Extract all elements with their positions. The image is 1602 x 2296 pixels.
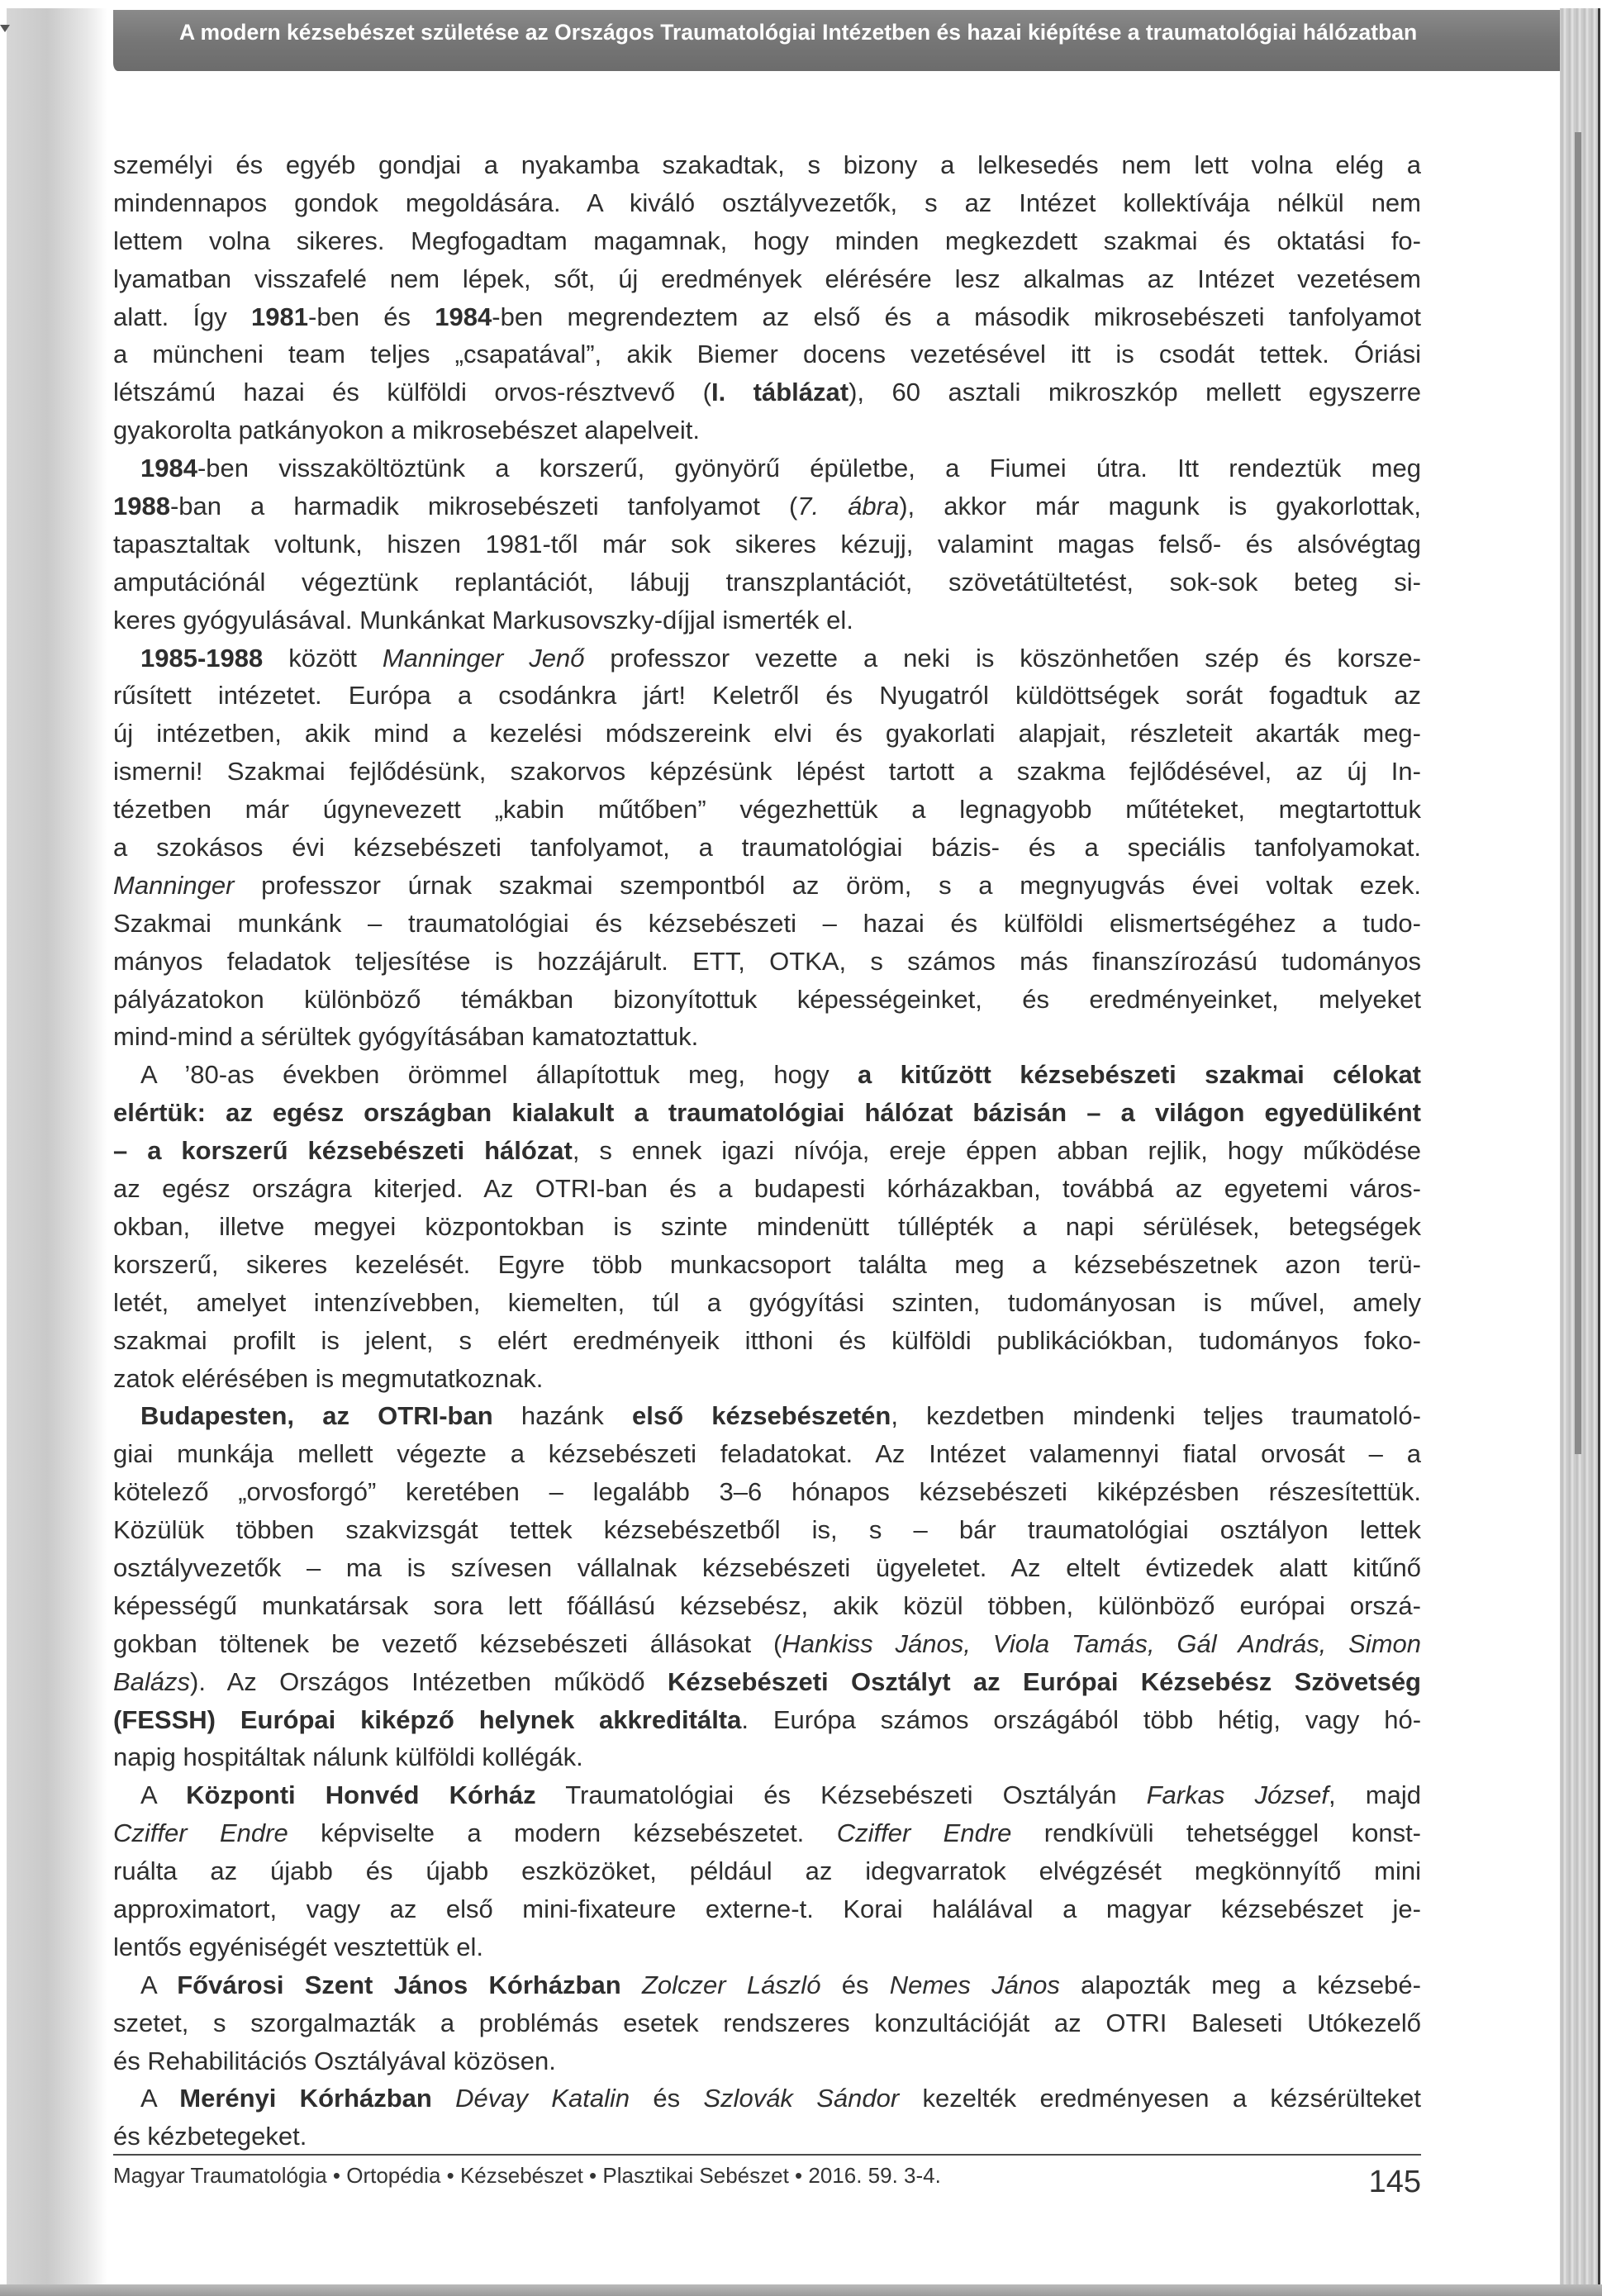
text-line bbox=[113, 1246, 1421, 1284]
text-run: giai munkája mellett végezte a kézsebészeti feladatokat. Az Intézet valamennyi fiatal orvosát – a bbox=[113, 1439, 1421, 1469]
text-run: szakmai profilt is jelent, s elért eredményeik itthoni és külföldi publikációkban, tudományos foko- bbox=[113, 1325, 1421, 1355]
bold-text: (FESSH) Európai kiképző helynek akkreditálta bbox=[113, 1704, 742, 1734]
text-line bbox=[113, 184, 1421, 222]
text-run: -ben visszaköltöztünk a korszerű, gyönyörű épületbe, a Fiumei útra. Itt rendeztük meg bbox=[197, 454, 1421, 483]
text-run: képviselte a modern kézsebészetet. bbox=[288, 1818, 837, 1848]
text-run: ). Az Országos Intézetben működő bbox=[190, 1666, 668, 1696]
bold-text: a kitűzött kézsebészeti szakmai célokat bbox=[857, 1060, 1422, 1090]
italic-text: Dévay Katalin bbox=[455, 2084, 630, 2113]
text-line bbox=[113, 260, 1421, 298]
text-run: pályázatokon különböző témákban bizonyítottuk képességeinket, és eredményeinket, melyeket bbox=[113, 984, 1421, 1014]
text-run: zatok elérésében is megmutatkoznak. bbox=[113, 1363, 544, 1393]
text-line bbox=[113, 1776, 1421, 1814]
bold-text: Fővárosi Szent János Kórházban bbox=[177, 1970, 621, 1999]
text-line bbox=[113, 1587, 1421, 1625]
text-run: kezelték eredményesen a kézsérülteket bbox=[899, 2084, 1421, 2113]
text-run: osztályvezetők – ma is szívesen vállalnak kézsebészeti ügyeletet. Az eltelt évtizedek alatt kitűnő bbox=[113, 1552, 1421, 1582]
text-run: Közülük többen szakvizsgát tettek kézsebészetből is, s – bár traumatológiai osztályon lettek bbox=[113, 1515, 1421, 1545]
text-run: tézetben már úgynevezett „kabin műtőben” végezhettük a legnagyobb műtéteket, megtartottuk bbox=[113, 795, 1421, 825]
text-run: ismerni! Szakmai fejlődésünk, szakorvos képzésünk lépést tartott a szakma fejlődésével, az új In- bbox=[113, 757, 1421, 787]
book-spine-shadow bbox=[1575, 132, 1581, 1454]
text-run: gyakorolta patkányokon a mikrosebészet alapelveit. bbox=[113, 416, 700, 445]
paragraph-p5 bbox=[113, 1397, 1421, 1776]
text-run: hazánk bbox=[492, 1401, 632, 1431]
italic-text: Hankiss János, Viola Tamás, Gál András, Simon bbox=[782, 1628, 1421, 1658]
text-run: és bbox=[630, 2084, 704, 2113]
paragraph-p2 bbox=[113, 449, 1421, 639]
text-run: keres gyógyulásával. Munkánkat Markusovszky-díjjal ismerték el. bbox=[113, 605, 853, 635]
text-run: rendkívüli tehetséggel konst- bbox=[1011, 1818, 1422, 1848]
italic-text: Szlovák Sándor bbox=[703, 2084, 900, 2113]
text-line bbox=[113, 1056, 1421, 1094]
paragraph-p1 bbox=[113, 146, 1421, 449]
scan-corner-mark bbox=[0, 25, 10, 32]
text-run: között bbox=[263, 643, 383, 673]
article-body bbox=[113, 146, 1421, 2156]
text-line bbox=[113, 146, 1421, 184]
text-run: ), akkor már magunk is gyakorlottak, bbox=[899, 492, 1421, 521]
italic-text: Zolczer László bbox=[641, 1970, 821, 1999]
running-header bbox=[113, 10, 1560, 71]
text-run: ), 60 asztali mikroszkóp mellett egyszerre bbox=[849, 378, 1421, 407]
text-run: A bbox=[140, 2084, 180, 2113]
italic-text: Balázs bbox=[113, 1666, 191, 1696]
text-line bbox=[113, 1360, 1421, 1398]
paragraph-p6 bbox=[113, 1776, 1421, 1966]
text-run: alatt. Így bbox=[113, 302, 252, 331]
text-line bbox=[113, 1625, 1421, 1663]
bold-text: elértük: az egész országban kialakult a traumatológiai hálózat bázisán – a világon egyedüliként bbox=[113, 1098, 1421, 1128]
text-run: okban, illetve megyei központokban is szinte mindenütt túllépték a napi sérülések, betegségek bbox=[113, 1211, 1421, 1241]
text-line bbox=[113, 1322, 1421, 1360]
text-run bbox=[621, 1970, 642, 1999]
text-line bbox=[113, 298, 1421, 336]
text-line bbox=[113, 1663, 1421, 1701]
bold-text: 1984 bbox=[435, 302, 492, 331]
text-line bbox=[113, 829, 1421, 867]
text-run: mindennapos gondok megoldására. A kiváló osztályvezetők, s az Intézet kollektívája nélkül nem bbox=[113, 188, 1421, 217]
bold-text: 1981 bbox=[251, 302, 309, 331]
bold-text: I. táblázat bbox=[711, 378, 849, 407]
text-line bbox=[113, 449, 1421, 487]
text-run: az egész országra kiterjed. Az OTRI-ban és a budapesti kórházakban, továbbá az egyetemi város- bbox=[113, 1174, 1421, 1204]
text-line bbox=[113, 563, 1421, 601]
text-run: szetet, s szorgalmazták a problémás esetek rendszeres konzultációját az OTRI Baleseti Utókezelő bbox=[113, 2008, 1421, 2037]
bold-text: Kézsebészeti Osztályt az Európai Kézsebész Szövetség bbox=[667, 1666, 1421, 1696]
footer-divider bbox=[113, 2154, 1421, 2156]
text-line bbox=[113, 1284, 1421, 1322]
text-line bbox=[113, 525, 1421, 563]
text-line bbox=[113, 981, 1421, 1019]
text-run: -ben és bbox=[308, 302, 435, 331]
text-line bbox=[113, 2118, 1421, 2156]
text-run: a szokásos évi kézsebészeti tanfolyamot, a traumatológiai bázis- és a speciális tanfolyamokat. bbox=[113, 833, 1421, 863]
text-line bbox=[113, 1852, 1421, 1890]
text-line bbox=[113, 2080, 1421, 2118]
text-run: és kézbetegeket. bbox=[113, 2122, 307, 2151]
text-line bbox=[113, 1473, 1421, 1511]
running-header-title: A modern kézsebészet születése az Országos Traumatológiai Intézetben és hazai kiépítése a traumatológiai hálózatban bbox=[179, 20, 1418, 45]
italic-text: Cziffer Endre bbox=[836, 1818, 1012, 1848]
text-run: személyi és egyéb gondjai a nyakamba szakadtak, s bizony a lelkesedés nem lett volna elég a bbox=[113, 150, 1421, 179]
paragraph-p3 bbox=[113, 639, 1421, 1057]
text-line bbox=[113, 753, 1421, 791]
text-line bbox=[113, 639, 1421, 677]
text-run: Traumatológiai és Kézsebészeti Osztályán bbox=[535, 1780, 1147, 1810]
text-line bbox=[113, 905, 1421, 943]
text-run: -ban a harmadik mikrosebészeti tanfolyamot ( bbox=[169, 492, 798, 521]
text-run: és Rehabilitációs Osztályával közösen. bbox=[113, 2046, 556, 2075]
text-run: , kezdetben mindenki teljes traumatoló- bbox=[891, 1401, 1421, 1431]
bold-text: Budapesten, az OTRI-ban bbox=[140, 1401, 493, 1431]
italic-text: Manninger Jenő bbox=[382, 643, 585, 673]
text-line bbox=[113, 1170, 1421, 1208]
text-run: Szakmai munkánk – traumatológiai és kézsebészeti – hazai és külföldi elismertségéhez a tudo- bbox=[113, 908, 1421, 938]
text-line bbox=[113, 601, 1421, 639]
text-run: alapozták meg a kézsebé- bbox=[1059, 1970, 1421, 1999]
text-line bbox=[113, 1549, 1421, 1587]
text-run: korszerű, sikeres kezelését. Egyre több munkacsoport találta meg a kézsebészetnek azon terü- bbox=[113, 1249, 1421, 1279]
text-line bbox=[113, 943, 1421, 981]
text-line bbox=[113, 411, 1421, 449]
text-run: professzor úrnak szakmai szempontból az öröm, s a megnyugvás évei voltak ezek. bbox=[234, 870, 1421, 900]
text-run: lentős egyéniségét vesztettük el. bbox=[113, 1932, 484, 1961]
bold-text: 1988 bbox=[113, 492, 170, 521]
text-line bbox=[113, 677, 1421, 715]
text-line bbox=[113, 1814, 1421, 1852]
text-run: ruálta az újabb és újabb eszközöket, például az idegvarratok elvégzését megkönnyítő mini bbox=[113, 1856, 1421, 1886]
text-line bbox=[113, 867, 1421, 905]
text-line bbox=[113, 1966, 1421, 2004]
text-line bbox=[113, 1132, 1421, 1170]
text-line bbox=[113, 1435, 1421, 1473]
text-line bbox=[113, 1208, 1421, 1246]
paragraph-p8 bbox=[113, 2080, 1421, 2156]
text-line bbox=[113, 222, 1421, 260]
text-run: . Európa számos országából több hétig, vagy hó- bbox=[741, 1704, 1422, 1734]
text-line bbox=[113, 1397, 1421, 1435]
text-run: és bbox=[820, 1970, 890, 1999]
text-line bbox=[113, 2004, 1421, 2042]
text-line bbox=[113, 1890, 1421, 1928]
text-line bbox=[113, 1511, 1421, 1549]
text-run: napig hospitáltak nálunk külföldi kollégák. bbox=[113, 1742, 583, 1772]
text-run: professzor vezette a neki is köszönhetően szép és korsze- bbox=[584, 643, 1421, 673]
text-line bbox=[113, 1928, 1421, 1966]
text-line bbox=[113, 791, 1421, 829]
text-line bbox=[113, 1094, 1421, 1132]
italic-text: 7. ábra bbox=[797, 492, 900, 521]
italic-text: Cziffer Endre bbox=[113, 1818, 288, 1848]
text-run: , s ennek igazi nívója, ereje éppen abban rejlik, hogy működése bbox=[572, 1136, 1421, 1166]
text-run: létszámú hazai és külföldi orvos-résztvevő ( bbox=[113, 378, 711, 407]
text-run: lyamatban visszafelé nem lépek, sőt, új eredmények elérésére lesz alkalmas az Intézet vezetésem bbox=[113, 264, 1421, 293]
text-line bbox=[113, 373, 1421, 411]
text-run: mind-mind a sérültek gyógyításában kamatoztattuk. bbox=[113, 1022, 699, 1052]
text-line bbox=[113, 1738, 1421, 1776]
text-line bbox=[113, 2042, 1421, 2080]
text-run: lettem volna sikeres. Megfogadtam magamnak, hogy minden megkezdett szakmai és oktatási fo- bbox=[113, 226, 1421, 255]
text-run: a müncheni team teljes „csapatával”, akik Biemer docens vezetésével itt is csodát tettek. Óriási bbox=[113, 340, 1421, 369]
bold-text: 1984 bbox=[140, 454, 197, 483]
italic-text: Manninger bbox=[113, 870, 235, 900]
italic-text: Farkas József bbox=[1146, 1780, 1329, 1810]
footer-journal-citation: Magyar Traumatológia • Ortopédia • Kézsebészet • Plasztikai Sebészet • 2016. 59. 3-4. bbox=[113, 2163, 941, 2188]
scan-left-shadow bbox=[7, 8, 107, 2289]
bold-text: – a korszerű kézsebészeti hálózat bbox=[113, 1136, 573, 1166]
text-line bbox=[113, 715, 1421, 753]
text-run: tapasztaltak voltunk, hiszen 1981-től már sok sikeres kézujj, valamint magas felső- és alsóvégtag bbox=[113, 529, 1421, 559]
text-run: mányos feladatok teljesítése is hozzájárult. ETT, OTKA, s számos más finanszírozású tudományos bbox=[113, 946, 1421, 976]
text-run: kötelező „orvosforgó” keretében – legalább 3–6 hónapos kézsebészeti kiképzésben részesítettük. bbox=[113, 1477, 1421, 1507]
text-run: rűsített intézetet. Európa a csodánkra járt! Keletről és Nyugatról küldöttségek sorát fogadtuk az bbox=[113, 681, 1421, 711]
scan-bottom-edge bbox=[0, 2284, 1602, 2296]
page-number: 145 bbox=[1368, 2165, 1421, 2199]
text-run: letét, amelyet intenzívebben, kiemelten, túl a gyógyítási szinten, tudományosan is művel, amely bbox=[113, 1287, 1421, 1317]
text-line bbox=[113, 1701, 1421, 1739]
paragraph-p7 bbox=[113, 1966, 1421, 2080]
text-run: új intézetben, akik mind a kezelési módszereink elvi és gyakorlati alapjait, részleteit akarták meg- bbox=[113, 719, 1421, 749]
text-line bbox=[113, 1018, 1421, 1056]
text-run: -ben megrendeztem az első és a második mikrosebészeti tanfolyamot bbox=[492, 302, 1421, 331]
bold-text: 1985-1988 bbox=[140, 643, 264, 673]
text-run: , majd bbox=[1329, 1780, 1421, 1810]
italic-text: Nemes János bbox=[889, 1970, 1060, 1999]
text-run: képességű munkatársak sora lett főállású kézsebész, akik közül többen, különböző európai orszá- bbox=[113, 1590, 1421, 1620]
text-run: amputációnál végeztünk replantációt, lábujj transzplantációt, szövetátültetést, sok-sok beteg si- bbox=[113, 567, 1421, 597]
bold-text: Merényi Kórházban bbox=[179, 2084, 432, 2113]
bold-text: Központi Honvéd Kórház bbox=[186, 1780, 536, 1810]
bold-text: első kézsebészetén bbox=[632, 1401, 891, 1431]
text-line bbox=[113, 487, 1421, 525]
text-run bbox=[432, 2084, 455, 2113]
text-run: A bbox=[140, 1780, 187, 1810]
text-run: A bbox=[140, 1970, 178, 1999]
text-run: approximatort, vagy az első mini-fixateure externe-t. Korai halálával a magyar kézsebészet je- bbox=[113, 1894, 1421, 1923]
text-run: A ’80-as években örömmel állapítottuk meg, hogy bbox=[140, 1060, 858, 1090]
text-line bbox=[113, 335, 1421, 373]
paragraph-p4 bbox=[113, 1056, 1421, 1397]
text-run: gokban töltenek be vezető kézsebészeti állásokat ( bbox=[113, 1628, 782, 1658]
